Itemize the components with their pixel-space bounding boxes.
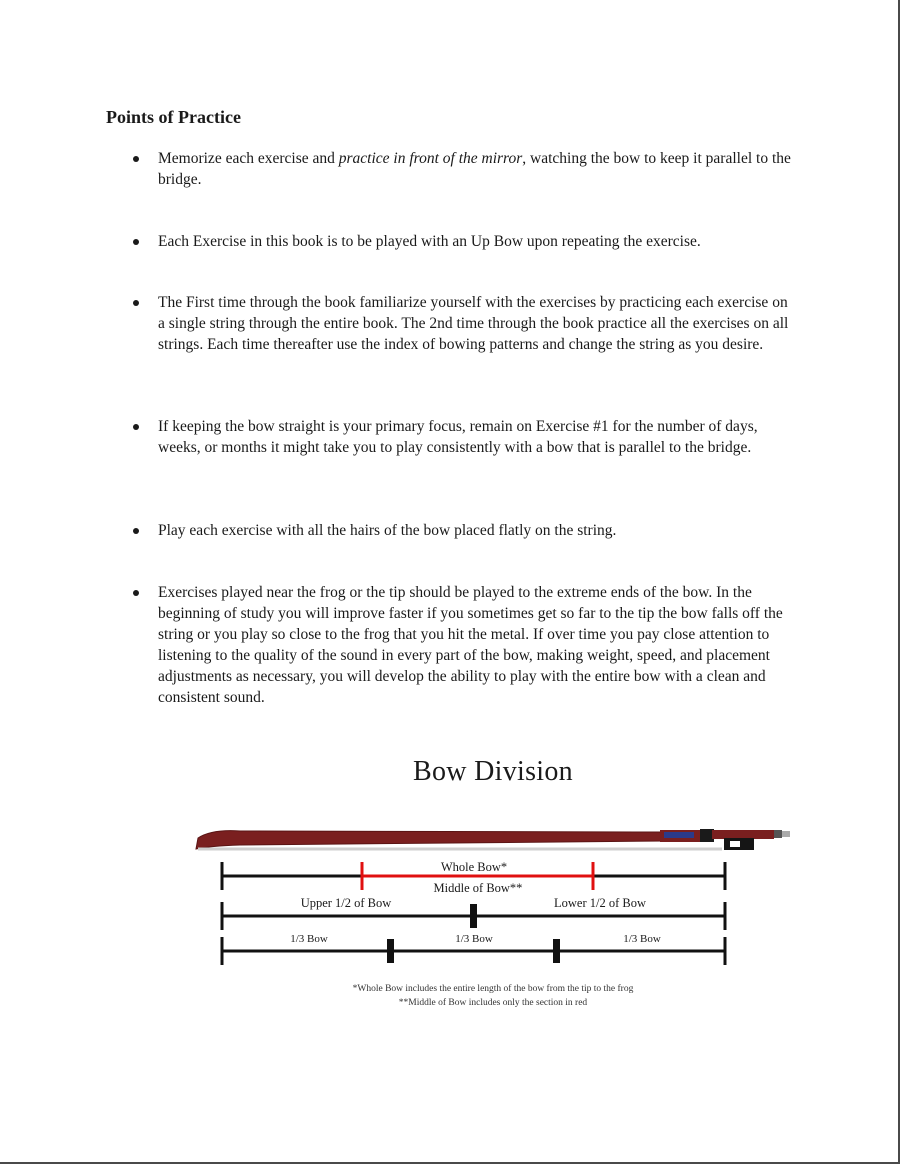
upper-half-label: Upper 1/2 of Bow bbox=[300, 896, 392, 910]
lower-half-label: Lower 1/2 of Bow bbox=[554, 896, 646, 910]
whole-bow-row bbox=[222, 860, 725, 895]
third-label-middle: 1/3 Bow bbox=[455, 933, 493, 945]
bullet-emphasis: practice in front of the mirror bbox=[338, 150, 523, 167]
bullet-text: Each Exercise in this book is to be played with an Up Bow upon repeating the exercise. bbox=[158, 233, 701, 250]
third-label-upper: 1/3 Bow bbox=[290, 933, 328, 945]
bullet-text: Play each exercise with all the hairs of the bow placed flatly on the string. bbox=[158, 522, 617, 539]
half-divider-marker bbox=[470, 904, 477, 928]
bullet-text: If keeping the bow straight is your primary focus, remain on Exercise #1 for the number of days, weeks, or months it might take you to play consistently with a bow that is parallel to the bridge. bbox=[158, 418, 758, 456]
bullet-text: The First time through the book familiarize yourself with the exercises by practicing each exercise on a single string through the entire book. The 2nd time through the book practice all the exercises on all strings. Each time thereafter use the index of bowing patterns and change the string as you desire. bbox=[158, 294, 789, 353]
bullet-text: Memorize each exercise and practice in front of the mirror, watching the bow to keep it parallel to the bridge. bbox=[158, 150, 791, 188]
bow-division-title: Bow Division bbox=[413, 756, 573, 787]
third-divider-marker-2 bbox=[553, 939, 560, 963]
whole-bow-label: Whole Bow* bbox=[440, 860, 508, 874]
bow-icon bbox=[196, 829, 790, 850]
half-bow-row bbox=[222, 896, 725, 930]
page-heading: Points of Practice bbox=[106, 107, 241, 127]
bullet-text: Exercises played near the frog or the tip should be played to the extreme ends of the bow. In the beginning of study you will improve faster if you sometimes get so far to the tip the bow falls off the string or you play so close to the frog that you hit the metal. If over time you pay close attention to listening to the quality of the sound in every part of the bow, making weight, speed, and placement adjustments as necessary, you will develop the ability to play with the entire bow with a clean and consistent sound. bbox=[158, 584, 783, 706]
footnote-whole-bow: *Whole Bow includes the entire length of the bow from the tip to the frog bbox=[352, 984, 634, 994]
third-bow-row bbox=[222, 933, 725, 965]
third-label-lower: 1/3 Bow bbox=[623, 933, 661, 945]
footnote-middle-bow: **Middle of Bow includes only the section in red bbox=[398, 998, 588, 1008]
third-divider-marker-1 bbox=[387, 939, 394, 963]
middle-of-bow-label: Middle of Bow** bbox=[433, 881, 523, 895]
